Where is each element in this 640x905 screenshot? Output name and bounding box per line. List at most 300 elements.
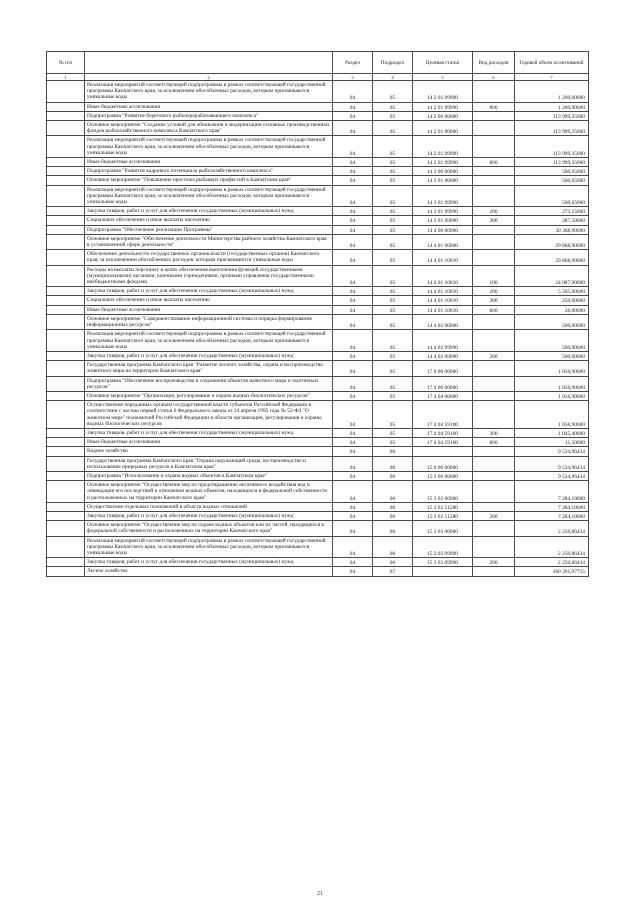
subsection-code-cell: 05 (373, 305, 413, 314)
table-row (47, 185, 589, 207)
section-code-cell: 04 (333, 438, 373, 447)
amount-cell: 250,00000 (515, 296, 589, 305)
expense-type-cell: 200 (473, 428, 515, 437)
article-code-cell: 17 4 04 59100 (413, 438, 473, 447)
index-cell: 1 (47, 74, 85, 81)
item-name-cell: Иные бюджетные ассигнования (85, 438, 333, 447)
article-code-cell: 14 2 01 09990 (413, 102, 473, 111)
section-code-cell: 04 (333, 136, 373, 158)
article-code-cell: 14 4 01 10010 (413, 296, 473, 305)
row-number-cell (47, 234, 85, 249)
article-code-cell: 17 4 04 00000 (413, 391, 473, 400)
section-code-cell: 04 (333, 234, 373, 249)
expense-type-cell (473, 121, 515, 136)
table-row (47, 111, 589, 120)
amount-cell: 113 999,35000 (515, 158, 589, 167)
row-number-cell (47, 314, 85, 329)
table-row (47, 234, 589, 249)
item-name-cell: Основное мероприятие "Обеспечение деятельности Министерства рыбного хозяйства Камчатского края в установленной сфере деятельности" (85, 234, 333, 249)
amount-cell: 500,00000 (515, 314, 589, 329)
section-code-cell: 04 (333, 216, 373, 225)
section-code-cell: 04 (333, 121, 373, 136)
expense-type-cell (473, 330, 515, 352)
table-row (47, 447, 589, 456)
row-number-cell (47, 207, 85, 216)
table-row (47, 521, 589, 536)
table-row (47, 558, 589, 567)
section-code-cell: 04 (333, 361, 373, 376)
subsection-code-cell: 05 (373, 361, 413, 376)
amount-cell: 360 391,07715 (515, 567, 589, 576)
expense-type-cell (473, 185, 515, 207)
row-number-cell (47, 351, 85, 360)
expense-type-cell (473, 376, 515, 391)
section-code-cell: 04 (333, 428, 373, 437)
article-code-cell: 14 4 01 10010 (413, 305, 473, 314)
table-row (47, 314, 589, 329)
subsection-code-cell: 05 (373, 265, 413, 287)
row-number-cell (47, 185, 85, 207)
article-code-cell: 15 3 02 51280 (413, 502, 473, 511)
amount-cell: 7 284,10000 (515, 502, 589, 511)
subsection-code-cell: 06 (373, 521, 413, 536)
subsection-code-cell: 05 (373, 351, 413, 360)
expense-type-cell (473, 481, 515, 503)
expense-type-cell (473, 536, 515, 558)
index-cell: 5 (413, 74, 473, 81)
item-name-cell: Закупка товаров, работ и услуг для обеспечения государственных (муниципальных) нужд (85, 207, 333, 216)
subsection-code-cell: 05 (373, 158, 413, 167)
amount-cell: 1 056,90000 (515, 391, 589, 400)
expense-type-cell: 200 (473, 287, 515, 296)
budget-table-sheet (46, 51, 588, 577)
table-row (47, 250, 589, 265)
amount-cell: 5 505,00000 (515, 287, 589, 296)
subsection-code-cell: 05 (373, 102, 413, 111)
header-expense-type: Вид расходов (473, 52, 515, 74)
row-number-cell (47, 167, 85, 176)
item-name-cell: Основное мероприятие "Осуществление мер по предотвращению негативного воздействия вод и ликвидации его последствий в отношении водных объектов, находящихся в федеральной собственности и расположенных на территории Камчатского края" (85, 481, 333, 503)
table-row (47, 102, 589, 111)
row-number-cell (47, 305, 85, 314)
expense-type-cell (473, 567, 515, 576)
index-cell: 6 (473, 74, 515, 81)
table-row (47, 536, 589, 558)
row-number-cell (47, 447, 85, 456)
article-code-cell: 14 2 00 00000 (413, 111, 473, 120)
section-code-cell: 04 (333, 167, 373, 176)
article-code-cell: 15 3 02 51280 (413, 511, 473, 520)
header-subsection: Подраздел (373, 52, 413, 74)
amount-cell: 1 056,90000 (515, 376, 589, 391)
amount-cell: 2 250,86434 (515, 521, 589, 536)
subsection-code-cell: 05 (373, 428, 413, 437)
article-code-cell: 14 4 02 09990 (413, 351, 473, 360)
subsection-code-cell: 06 (373, 511, 413, 520)
item-name-cell: Основное мероприятие "Совершенствование информационной системы и порядка формирования информационных ресурсов" (85, 314, 333, 329)
table-row (47, 136, 589, 158)
index-cell: 2 (85, 74, 333, 81)
item-name-cell: Подпрограмма "Развитие кадрового потенциала рыбохозяйственного комплекса" (85, 167, 333, 176)
expense-type-cell (473, 176, 515, 185)
section-code-cell: 04 (333, 481, 373, 503)
article-code-cell: 14 4 02 00000 (413, 314, 473, 329)
table-row (47, 216, 589, 225)
item-name-cell: Основное мероприятие "Осуществление мер по охране водных объектов или их частей, находящихся в федеральной собственности и расположенных на территории Камчатского края" (85, 521, 333, 536)
subsection-code-cell: 06 (373, 447, 413, 456)
article-code-cell: 14 3 00 00000 (413, 167, 473, 176)
row-number-cell (47, 216, 85, 225)
article-code-cell: 14 3 01 00000 (413, 176, 473, 185)
item-name-cell: Реализация мероприятий соответствующей подпрограммы в рамках соответствующей государственной программы Камчатского края, за исключением обособленных расходов, которым присваиваются уникальные коды (85, 81, 333, 103)
expense-type-cell: 800 (473, 102, 515, 111)
amount-cell: 113 999,35000 (515, 121, 589, 136)
subsection-code-cell: 06 (373, 456, 413, 471)
section-code-cell: 04 (333, 351, 373, 360)
row-number-cell (47, 376, 85, 391)
item-name-cell: Закупка товаров, работ и услуг для обеспечения государственных (муниципальных) нужд (85, 511, 333, 520)
amount-cell: 24 087,90000 (515, 265, 589, 287)
item-name-cell: Основное мероприятие "Повышение престижа рыбацких профессий в Камчатском крае" (85, 176, 333, 185)
article-code-cell: 14 4 01 00000 (413, 234, 473, 249)
article-code-cell: 14 4 01 10010 (413, 265, 473, 287)
item-name-cell: Закупка товаров, работ и услуг для обеспечения государственных (муниципальных) нужд (85, 287, 333, 296)
row-number-cell (47, 502, 85, 511)
table-row (47, 81, 589, 103)
index-cell: 4 (373, 74, 413, 81)
table-body (47, 81, 589, 577)
item-name-cell: Государственная программа Камчатского края "Охрана окружающей среды, воспроизводство и использование природных ресурсов в Камчатском крае" (85, 456, 333, 471)
table-row (47, 428, 589, 437)
expense-type-cell (473, 447, 515, 456)
row-number-cell (47, 296, 85, 305)
amount-cell: 9 534,96434 (515, 456, 589, 471)
expense-type-cell (473, 456, 515, 471)
section-code-cell: 04 (333, 250, 373, 265)
subsection-code-cell: 06 (373, 471, 413, 480)
amount-cell: 560,65000 (515, 167, 589, 176)
index-cell: 7 (515, 74, 589, 81)
section-code-cell: 04 (333, 305, 373, 314)
header-number: № п/п (47, 52, 85, 74)
table-row (47, 225, 589, 234)
table-row (47, 167, 589, 176)
row-number-cell (47, 136, 85, 158)
expense-type-cell (473, 225, 515, 234)
article-code-cell: 14 3 01 09990 (413, 207, 473, 216)
row-number-cell (47, 158, 85, 167)
page-number: 21 (317, 891, 323, 897)
table-row (47, 158, 589, 167)
subsection-code-cell: 05 (373, 136, 413, 158)
subsection-code-cell: 05 (373, 401, 413, 429)
table-row (47, 207, 589, 216)
amount-cell: 29 868,90000 (515, 234, 589, 249)
amount-cell: 29 868,90000 (515, 250, 589, 265)
section-code-cell: 04 (333, 567, 373, 576)
subsection-code-cell: 05 (373, 176, 413, 185)
table-row (47, 361, 589, 376)
amount-cell: 2 250,86434 (515, 558, 589, 567)
article-code-cell: 15 3 02 00000 (413, 481, 473, 503)
amount-cell: 9 534,96434 (515, 471, 589, 480)
expense-type-cell: 300 (473, 216, 515, 225)
amount-cell: 113 999,35000 (515, 136, 589, 158)
row-number-cell (47, 250, 85, 265)
section-code-cell: 04 (333, 558, 373, 567)
article-code-cell: 15 3 03 00000 (413, 521, 473, 536)
table-row (47, 176, 589, 185)
subsection-code-cell: 05 (373, 207, 413, 216)
section-code-cell: 04 (333, 81, 373, 103)
row-number-cell (47, 536, 85, 558)
item-name-cell: Основное мероприятие "Создание условий для обновления и модернизации основных производственных фондов рыбохозяйственного комплекса Камчатского края" (85, 121, 333, 136)
amount-cell: 9 534,96434 (515, 447, 589, 456)
section-code-cell: 04 (333, 330, 373, 352)
article-code-cell (413, 567, 473, 576)
table-row (47, 121, 589, 136)
subsection-code-cell: 05 (373, 234, 413, 249)
table-header-row (47, 52, 589, 74)
section-code-cell: 04 (333, 521, 373, 536)
article-code-cell: 14 3 01 09990 (413, 216, 473, 225)
amount-cell: 113 999,35000 (515, 111, 589, 120)
budget-table (46, 51, 589, 577)
item-name-cell: Подпрограмма "Обеспечение реализации Программы" (85, 225, 333, 234)
expense-type-cell: 200 (473, 558, 515, 567)
article-code-cell: 15 0 00 00000 (413, 456, 473, 471)
section-code-cell: 04 (333, 111, 373, 120)
table-row (47, 511, 589, 520)
item-name-cell: Расходы на выплаты персоналу в целях обеспечения выполнения функций государственными (муниципальными) органами, казенными учреждениями, органами управления государственными внебюджетными фондами (85, 265, 333, 287)
row-number-cell (47, 81, 85, 103)
expense-type-cell: 100 (473, 265, 515, 287)
expense-type-cell (473, 502, 515, 511)
item-name-cell: Иные бюджетные ассигнования (85, 158, 333, 167)
amount-cell: 2 250,86434 (515, 536, 589, 558)
amount-cell: 500,00000 (515, 330, 589, 352)
article-code-cell: 14 2 01 09990 (413, 81, 473, 103)
subsection-code-cell: 06 (373, 536, 413, 558)
header-amount: Годовой объем ассигнований (515, 52, 589, 74)
section-code-cell: 04 (333, 511, 373, 520)
expense-type-cell (473, 391, 515, 400)
amount-cell: 1 056,90000 (515, 361, 589, 376)
section-code-cell: 04 (333, 447, 373, 456)
item-name-cell: Подпрограмма "Развитие берегового рыбоперерабатывающего комплекса" (85, 111, 333, 120)
subsection-code-cell: 05 (373, 81, 413, 103)
item-name-cell: Закупка товаров, работ и услуг для обеспечения государственных (муниципальных) нужд (85, 351, 333, 360)
article-code-cell: 17 4 00 00000 (413, 376, 473, 391)
expense-type-cell (473, 314, 515, 329)
section-code-cell: 04 (333, 158, 373, 167)
table-row (47, 391, 589, 400)
expense-type-cell (473, 521, 515, 536)
subsection-code-cell: 05 (373, 314, 413, 329)
subsection-code-cell: 06 (373, 558, 413, 567)
subsection-code-cell: 05 (373, 111, 413, 120)
subsection-code-cell: 05 (373, 185, 413, 207)
table-row (47, 438, 589, 447)
subsection-code-cell: 07 (373, 567, 413, 576)
row-number-cell (47, 225, 85, 234)
section-code-cell: 04 (333, 502, 373, 511)
subsection-code-cell: 05 (373, 167, 413, 176)
item-name-cell: Основное мероприятие "Организация, регулирование и охрана водных биологических ресурсов" (85, 391, 333, 400)
amount-cell: 287,50000 (515, 216, 589, 225)
section-code-cell: 04 (333, 185, 373, 207)
subsection-code-cell: 05 (373, 287, 413, 296)
amount-cell: 1 200,00000 (515, 102, 589, 111)
article-code-cell: 15 3 03 09990 (413, 558, 473, 567)
table-row (47, 287, 589, 296)
expense-type-cell (473, 234, 515, 249)
subsection-code-cell: 06 (373, 502, 413, 511)
row-number-cell (47, 438, 85, 447)
subsection-code-cell: 05 (373, 330, 413, 352)
item-name-cell: Осуществление отдельных полномочий в области водных отношений (85, 502, 333, 511)
expense-type-cell: 200 (473, 207, 515, 216)
section-code-cell: 04 (333, 471, 373, 480)
article-code-cell: 14 4 00 00000 (413, 225, 473, 234)
expense-type-cell: 800 (473, 158, 515, 167)
item-name-cell: Реализация мероприятий соответствующей подпрограммы в рамках соответствующей государственной программы Камчатского края, за исключением обособленных расходов, которым присваиваются уникальные коды (85, 536, 333, 558)
header-article: Целевая статья (413, 52, 473, 74)
row-number-cell (47, 102, 85, 111)
row-number-cell (47, 521, 85, 536)
article-code-cell: 14 4 02 09990 (413, 330, 473, 352)
article-code-cell (413, 447, 473, 456)
amount-cell: 560,65000 (515, 185, 589, 207)
row-number-cell (47, 471, 85, 480)
amount-cell: 273,15000 (515, 207, 589, 216)
expense-type-cell (473, 136, 515, 158)
article-code-cell: 14 4 01 10010 (413, 250, 473, 265)
section-code-cell: 04 (333, 376, 373, 391)
article-code-cell: 14 3 01 09990 (413, 185, 473, 207)
article-code-cell: 17 4 04 59100 (413, 428, 473, 437)
item-name-cell: Лесное хозяйство (85, 567, 333, 576)
article-code-cell: 17 0 00 00000 (413, 361, 473, 376)
section-code-cell: 04 (333, 456, 373, 471)
subsection-code-cell: 05 (373, 225, 413, 234)
article-code-cell: 14 2 01 09990 (413, 158, 473, 167)
expense-type-cell (473, 167, 515, 176)
amount-cell: 1 056,90000 (515, 401, 589, 429)
amount-cell: 7 284,10000 (515, 511, 589, 520)
item-name-cell: Иные бюджетные ассигнования (85, 305, 333, 314)
section-code-cell: 04 (333, 207, 373, 216)
row-number-cell (47, 391, 85, 400)
subsection-code-cell: 05 (373, 216, 413, 225)
section-code-cell: 04 (333, 391, 373, 400)
item-name-cell: Государственная программа Камчатского края "Развитие лесного хозяйства, охрана и воспроизводство животного мира на территории Камчатского края" (85, 361, 333, 376)
item-name-cell: Закупка товаров, работ и услуг для обеспечения государственных (муниципальных) нужд (85, 558, 333, 567)
article-code-cell: 14 2 01 09990 (413, 136, 473, 158)
row-number-cell (47, 330, 85, 352)
expense-type-cell: 200 (473, 511, 515, 520)
item-name-cell: Реализация мероприятий соответствующей подпрограммы в рамках соответствующей государственной программы Камчатского края, за исключением обособленных расходов, которым присваиваются уникальные коды (85, 136, 333, 158)
expense-type-cell: 300 (473, 296, 515, 305)
table-row (47, 265, 589, 287)
section-code-cell: 04 (333, 287, 373, 296)
table-row (47, 330, 589, 352)
item-name-cell: Иные бюджетные ассигнования (85, 102, 333, 111)
expense-type-cell (473, 401, 515, 429)
table-index-row (47, 74, 589, 81)
table-row (47, 502, 589, 511)
row-number-cell (47, 111, 85, 120)
header-section: Раздел (333, 52, 373, 74)
expense-type-cell: 800 (473, 305, 515, 314)
row-number-cell (47, 456, 85, 471)
table-row (47, 376, 589, 391)
section-code-cell: 04 (333, 314, 373, 329)
table-row (47, 305, 589, 314)
table-row (47, 471, 589, 480)
item-name-cell: Подпрограмма "Обеспечение воспроизводства и сохранения объектов животного мира и охотничьих ресурсов" (85, 376, 333, 391)
table-row (47, 296, 589, 305)
article-code-cell: 14 2 01 00000 (413, 121, 473, 136)
table-row (47, 401, 589, 429)
row-number-cell (47, 558, 85, 567)
expense-type-cell: 200 (473, 351, 515, 360)
subsection-code-cell: 05 (373, 296, 413, 305)
item-name-cell: Водное хозяйство (85, 447, 333, 456)
row-number-cell (47, 361, 85, 376)
table-row (47, 481, 589, 503)
row-number-cell (47, 401, 85, 429)
amount-cell: 1 200,00000 (515, 81, 589, 103)
section-code-cell: 04 (333, 102, 373, 111)
expense-type-cell (473, 81, 515, 103)
subsection-code-cell: 05 (373, 376, 413, 391)
amount-cell: 7 284,10000 (515, 481, 589, 503)
subsection-code-cell: 05 (373, 121, 413, 136)
item-name-cell: Осуществление переданных органам государственной власти субъектов Российской Федерации в соответствии с частью первой статьи 6 Федерального закона от 24 апреля 1995 года № 52-ФЗ "О животном мире" полномочий Российской Федерации в области организации, регулирования и охраны водных биологических ресурсов (85, 401, 333, 429)
subsection-code-cell: 05 (373, 391, 413, 400)
expense-type-cell (473, 471, 515, 480)
item-name-cell: Реализация мероприятий соответствующей подпрограммы в рамках соответствующей государственной программы Камчатского края, за исключением обособленных расходов, которым присваиваются уникальные коды (85, 185, 333, 207)
section-code-cell: 04 (333, 176, 373, 185)
row-number-cell (47, 511, 85, 520)
item-name-cell: Обеспечение деятельности государственных органов власти (государственных органов) Камчатского края, за исключением обособленных расходов, которым присваиваются уникальные коды (85, 250, 333, 265)
row-number-cell (47, 265, 85, 287)
amount-cell: 1 045,40000 (515, 428, 589, 437)
header-name (85, 52, 333, 74)
section-code-cell: 04 (333, 225, 373, 234)
row-number-cell (47, 176, 85, 185)
section-code-cell: 04 (333, 296, 373, 305)
row-number-cell (47, 481, 85, 503)
expense-type-cell (473, 111, 515, 120)
index-cell: 3 (333, 74, 373, 81)
item-name-cell: Подпрограмма "Использование и охрана водных объектов в Камчатском крае" (85, 471, 333, 480)
amount-cell: 30 368,90000 (515, 225, 589, 234)
expense-type-cell: 800 (473, 438, 515, 447)
table-row (47, 567, 589, 576)
item-name-cell: Закупка товаров, работ и услуг для обеспечения государственных (муниципальных) нужд (85, 428, 333, 437)
section-code-cell: 04 (333, 536, 373, 558)
subsection-code-cell: 06 (373, 481, 413, 503)
table-row (47, 351, 589, 360)
row-number-cell (47, 287, 85, 296)
row-number-cell (47, 121, 85, 136)
section-code-cell: 04 (333, 401, 373, 429)
amount-cell: 560,65000 (515, 176, 589, 185)
article-code-cell: 14 4 01 10010 (413, 287, 473, 296)
item-name-cell: Реализация мероприятий соответствующей подпрограммы в рамках соответствующей государственной программы Камчатского края, за исключением обособленных расходов, которым присваиваются уникальные коды (85, 330, 333, 352)
